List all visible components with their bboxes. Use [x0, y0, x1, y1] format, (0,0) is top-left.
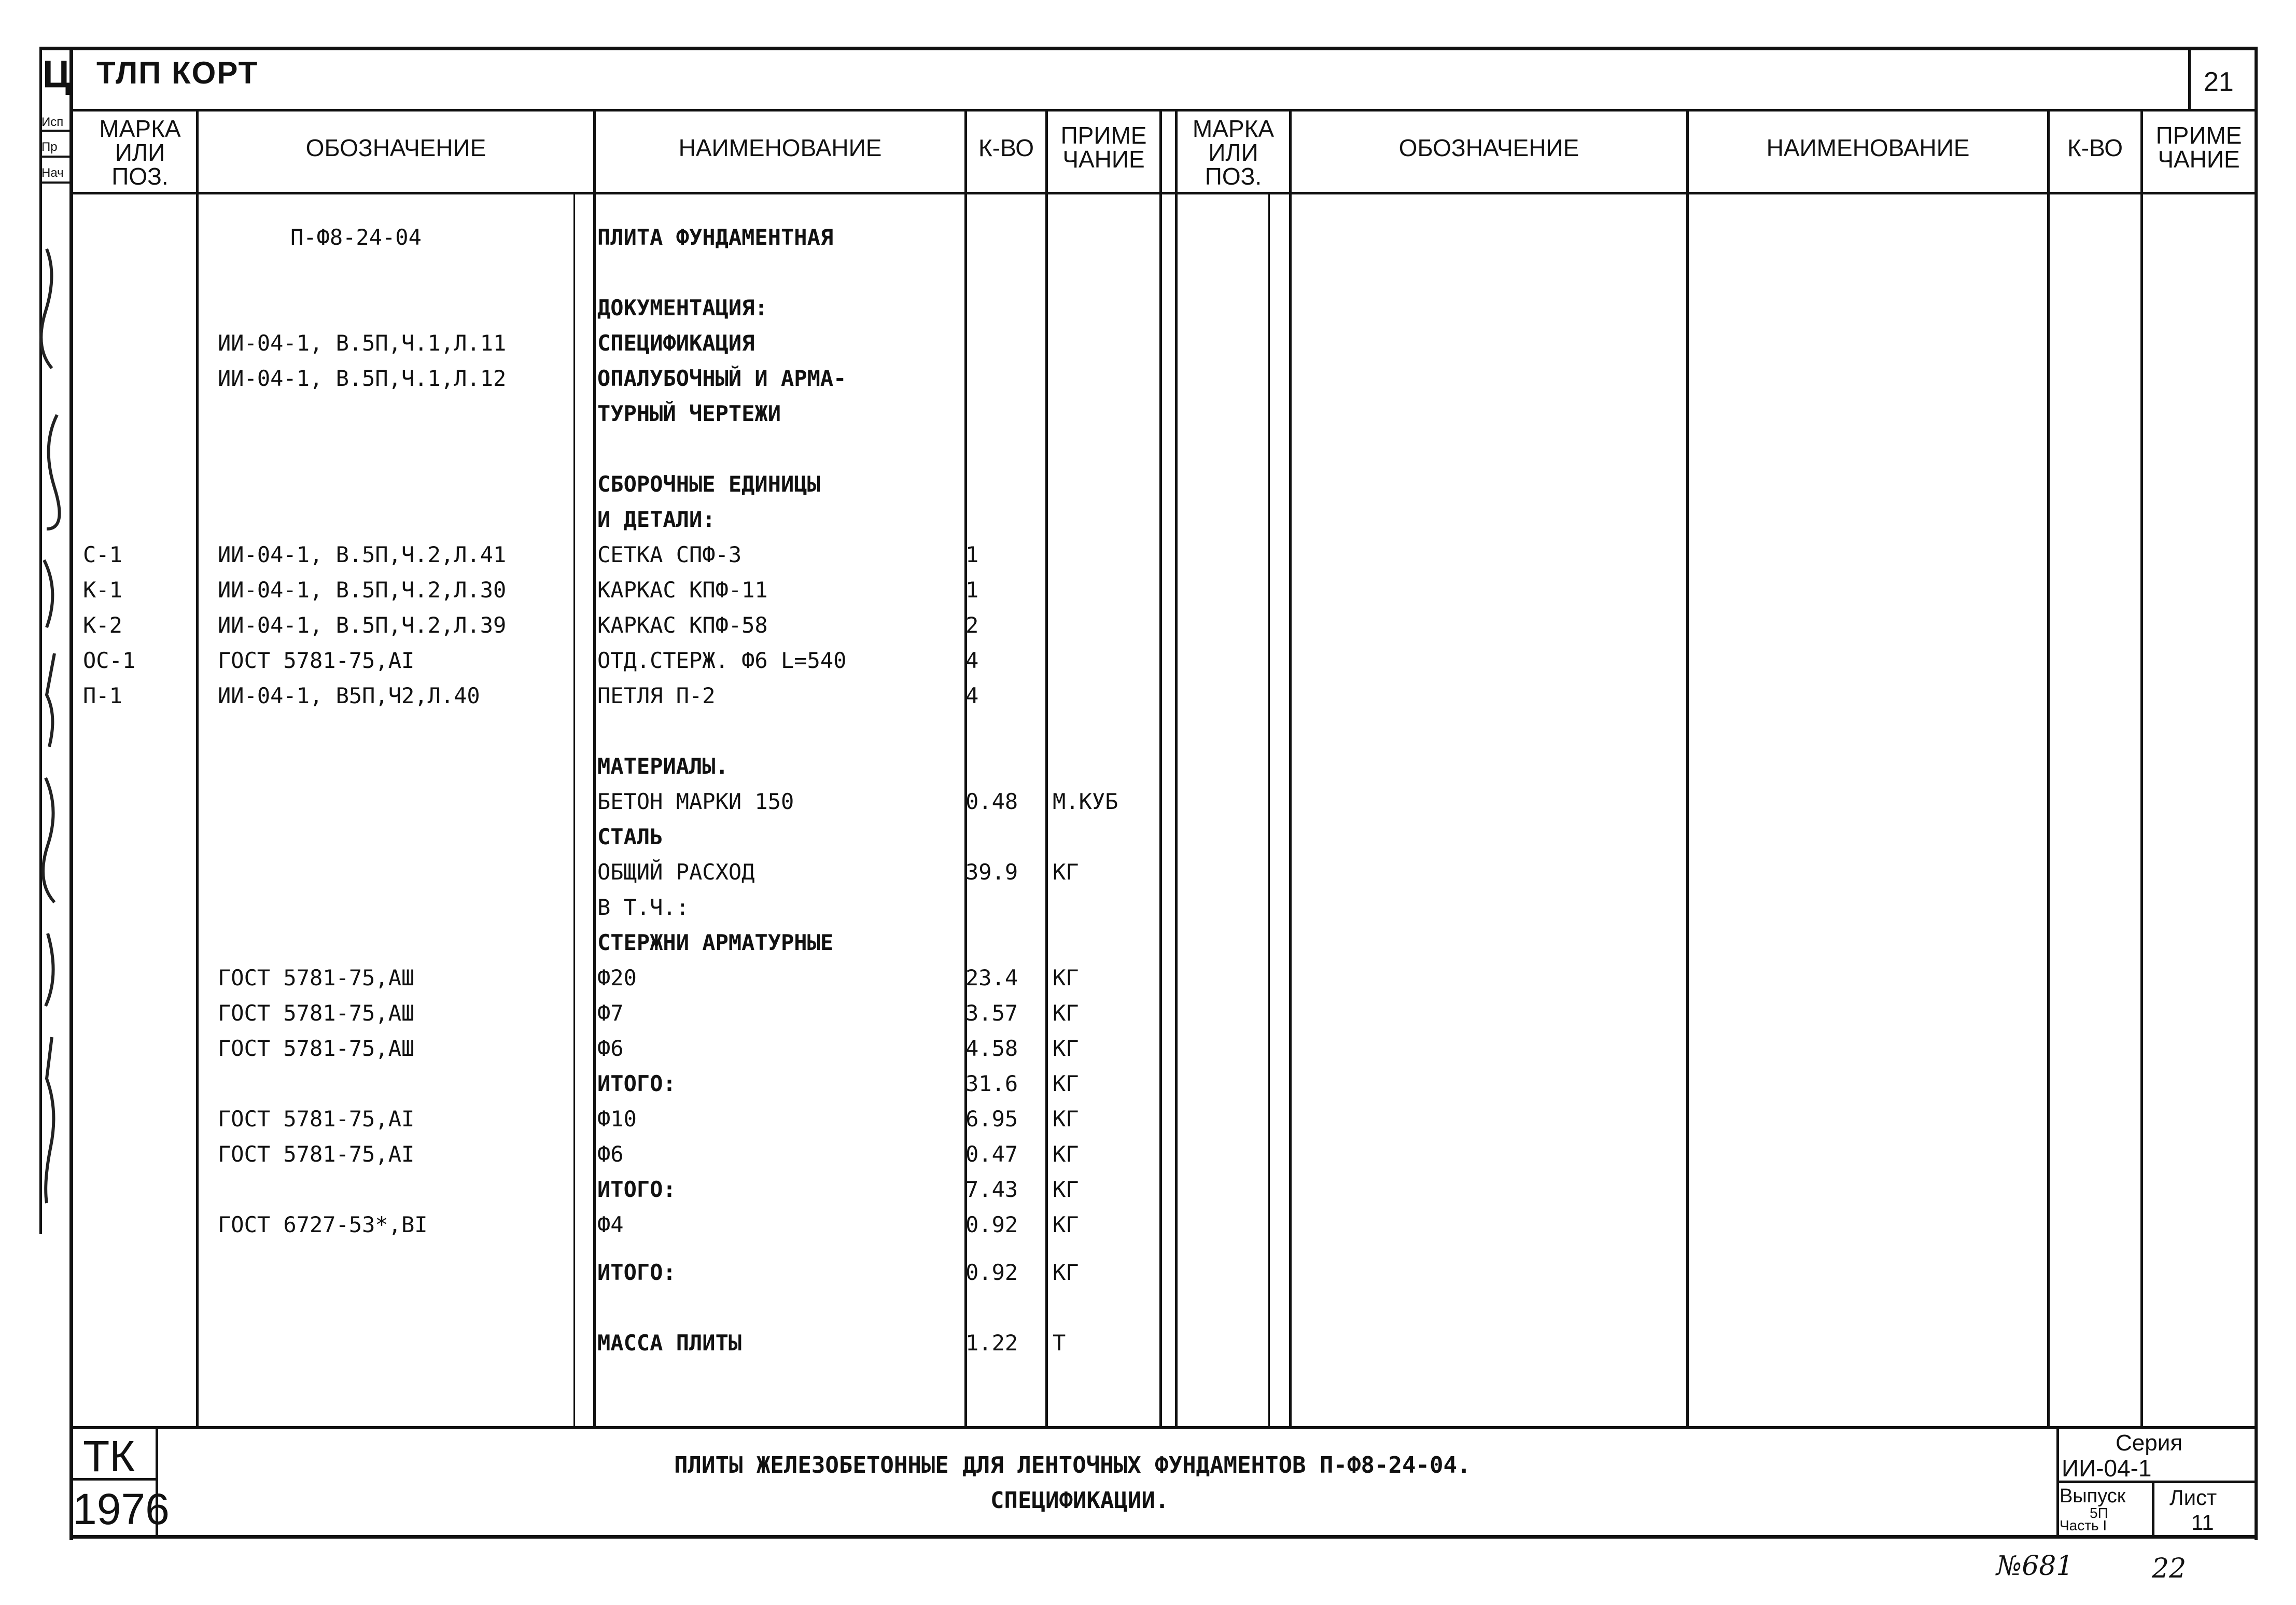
cell-designation: ИИ-04-1, В.5П,Ч.2,Л.30: [218, 577, 507, 603]
header-name: НАИМЕНОВАНИЕ: [678, 134, 882, 161]
page-number: 21: [2204, 67, 2234, 97]
cell-qty: 23.4: [965, 965, 1018, 990]
frame-right: [2255, 47, 2258, 1540]
cell-name: Ф6: [597, 1141, 624, 1167]
cell-name: ПЕТЛЯ П-2: [597, 683, 716, 708]
header-top-line: [69, 109, 2258, 111]
cell-mark: П-1: [83, 683, 122, 708]
cell-name: СТАЛЬ: [597, 824, 663, 849]
cell-name: КАРКАС КПФ-58: [597, 612, 768, 638]
cell-designation: ИИ-04-1, В.5П,Ч.1,Л.12: [218, 366, 507, 391]
col-line-r-name: [2047, 109, 2050, 1429]
cell-name: Ф4: [597, 1212, 624, 1237]
handwritten-page: 22: [2152, 1553, 2187, 1584]
header-r-qty: К-ВО: [2067, 134, 2123, 161]
cell-qty: 0.47: [965, 1141, 1018, 1167]
cell-designation: ГОСТ 5781-75,АШ: [218, 1000, 415, 1026]
cell-qty: 1: [965, 542, 979, 567]
cell-name: МАТЕРИАЛЫ.: [597, 753, 729, 779]
cell-name: СПЕЦИФИКАЦИЯ: [597, 330, 755, 356]
cell-designation: ИИ-04-1, В.5П,Ч.1,Л.11: [218, 330, 507, 356]
col-line-name-left: [573, 192, 575, 1429]
cell-name: СЕТКА СПФ-3: [597, 542, 742, 567]
cell-designation: ГОСТ 5781-75,АШ: [218, 1036, 415, 1061]
cell-qty: 7.43: [965, 1177, 1018, 1202]
header-qty: К-ВО: [978, 134, 1034, 161]
cell-name: СТЕРЖНИ АРМАТУРНЫЕ: [597, 930, 834, 955]
cell-note: КГ: [1053, 1071, 1079, 1096]
cell-note: КГ: [1053, 1260, 1079, 1285]
cell-name: ИТОГО:: [597, 1177, 676, 1202]
cell-note: КГ: [1053, 1000, 1079, 1026]
org-title: ТЛП КОРТ: [96, 55, 259, 90]
footer-issue-label: Выпуск: [2060, 1485, 2126, 1507]
header-r-note: ПРИМЕ ЧАНИЕ: [2155, 122, 2242, 173]
header-bottom-line: [69, 192, 2258, 194]
cell-name: ДОКУМЕНТАЦИЯ:: [597, 295, 768, 320]
cell-name: И ДЕТАЛИ:: [597, 507, 716, 532]
cell-note: КГ: [1053, 965, 1079, 990]
stamp-label-2: Пр: [41, 140, 58, 154]
footer-sheet-value: 11: [2191, 1510, 2214, 1534]
cell-mark: К-2: [83, 612, 122, 638]
footer-part-label: Часть I: [2060, 1517, 2107, 1533]
header-r-mark: МАРКА ИЛИ ПОЗ.: [1192, 115, 1275, 190]
table-bottom-line: [69, 1426, 2258, 1429]
footer-series-value: ИИ-04-1: [2062, 1455, 2152, 1482]
cell-mark: К-1: [83, 577, 122, 603]
header-mark: МАРКА ИЛИ ПОЗ.: [99, 115, 181, 190]
stamp-line-2: [39, 156, 72, 158]
cell-name: БЕТОН МАРКИ 150: [597, 789, 794, 814]
stamp-line-1: [39, 130, 72, 132]
cell-name: ОТД.СТЕРЖ. Ф6 L=540: [597, 648, 847, 673]
col-line-designation: [593, 109, 596, 1429]
footer-series-label: Серия: [2116, 1430, 2183, 1456]
cell-designation: ИИ-04-1, В.5П,Ч.2,Л.41: [218, 542, 507, 567]
cell-designation: П-Ф8-24-04: [290, 225, 422, 250]
cell-qty: 31.6: [965, 1071, 1018, 1096]
cell-name: ТУРНЫЙ ЧЕРТЕЖИ: [597, 401, 781, 426]
cell-name: ОБЩИЙ РАСХОД: [597, 859, 755, 885]
cell-note: КГ: [1053, 1212, 1079, 1237]
cell-qty: 1: [965, 577, 979, 603]
cell-name: КАРКАС КПФ-11: [597, 577, 768, 603]
header-note: ПРИМЕ ЧАНИЕ: [1060, 122, 1147, 173]
cell-name: Ф7: [597, 1000, 624, 1026]
cell-note: КГ: [1053, 1036, 1079, 1061]
cell-note: КГ: [1053, 1177, 1079, 1202]
footer-title-line1: ПЛИТЫ ЖЕЛЕЗОБЕТОННЫЕ ДЛЯ ЛЕНТОЧНЫХ ФУНДАМЕНТОВ П-Ф8-24-04.: [674, 1452, 1471, 1478]
cell-qty: 0.92: [965, 1260, 1018, 1285]
cell-qty: 0.92: [965, 1212, 1018, 1237]
cell-qty: 2: [965, 612, 979, 638]
header-r-designation: ОБОЗНАЧЕНИЕ: [1398, 134, 1579, 161]
cell-name: ИТОГО:: [597, 1260, 676, 1285]
frame-top: [41, 47, 2257, 50]
cell-name: ПЛИТА ФУНДАМЕНТНАЯ: [597, 225, 834, 250]
cell-designation: ГОСТ 5781-75,АI: [218, 1141, 415, 1167]
cell-designation: ИИ-04-1, В5П,Ч2,Л.40: [218, 683, 480, 708]
footer-issue-value: 5П: [2090, 1505, 2108, 1521]
col-line-r-mark: [1289, 109, 1292, 1429]
header-designation: ОБОЗНАЧЕНИЕ: [305, 134, 486, 161]
col-line-r-qty: [2140, 109, 2143, 1429]
col-line-r-designation: [1686, 109, 1689, 1429]
footer-tk: ТК: [83, 1432, 135, 1481]
col-line-mark: [196, 109, 199, 1429]
cell-note: КГ: [1053, 859, 1079, 885]
cell-name: СБОРОЧНЫЕ ЕДИНИЦЫ: [597, 471, 820, 497]
footer-sheet-label: Лист: [2169, 1485, 2217, 1510]
cell-designation: ГОСТ 5781-75,АШ: [218, 965, 415, 990]
cell-qty: 1.22: [965, 1330, 1018, 1356]
cell-note: Т: [1053, 1330, 1066, 1356]
cell-mark: С-1: [83, 542, 122, 567]
cell-name: Ф6: [597, 1036, 624, 1061]
cell-designation: ГОСТ 5781-75,АI: [218, 648, 415, 673]
cell-name: МАССА ПЛИТЫ: [597, 1330, 742, 1356]
top-left-mark: Ц: [43, 52, 71, 95]
cell-mark: ОС-1: [83, 648, 136, 673]
stamp-line-3: [39, 182, 72, 184]
handwritten-inventory: №681: [1996, 1551, 2074, 1582]
stamp-label-1: Исп: [41, 115, 64, 129]
page-box-left: [2188, 49, 2191, 109]
col-line-note: [1045, 109, 1048, 1429]
cell-name: ИТОГО:: [597, 1071, 676, 1096]
cell-qty: 6.95: [965, 1106, 1018, 1132]
col-line-r-mark-inner: [1268, 192, 1270, 1429]
col-line-panel-sep-b: [1175, 109, 1178, 1429]
cell-note: М.КУБ: [1053, 789, 1118, 814]
cell-qty: 4.58: [965, 1036, 1018, 1061]
cell-name: ОПАЛУБОЧНЫЙ И АРМА-: [597, 366, 847, 391]
cell-qty: 3.57: [965, 1000, 1018, 1026]
footer-sheet-sep: [2152, 1481, 2154, 1538]
cell-designation: ИИ-04-1, В.5П,Ч.2,Л.39: [218, 612, 507, 638]
cell-name: В Т.Ч.:: [597, 895, 690, 920]
signature-strip: [36, 197, 78, 1234]
cell-name: Ф10: [597, 1106, 637, 1132]
cell-designation: ГОСТ 5781-75,АI: [218, 1106, 415, 1132]
header-r-name: НАИМЕНОВАНИЕ: [1766, 134, 1970, 161]
cell-qty: 39.9: [965, 859, 1018, 885]
footer-title-line2: СПЕЦИФИКАЦИИ.: [990, 1487, 1169, 1514]
cell-qty: 4: [965, 683, 979, 708]
footer-year: 1976: [73, 1485, 170, 1533]
col-line-panel-sep-a: [1159, 109, 1162, 1429]
cell-qty: 4: [965, 648, 979, 673]
cell-qty: 0.48: [965, 789, 1018, 814]
cell-designation: ГОСТ 6727-53*,ВI: [218, 1212, 428, 1237]
cell-name: Ф20: [597, 965, 637, 990]
cell-note: КГ: [1053, 1141, 1079, 1167]
stamp-label-3: Нач: [41, 166, 64, 180]
cell-note: КГ: [1053, 1106, 1079, 1132]
footer-bottom-line: [69, 1535, 2258, 1539]
